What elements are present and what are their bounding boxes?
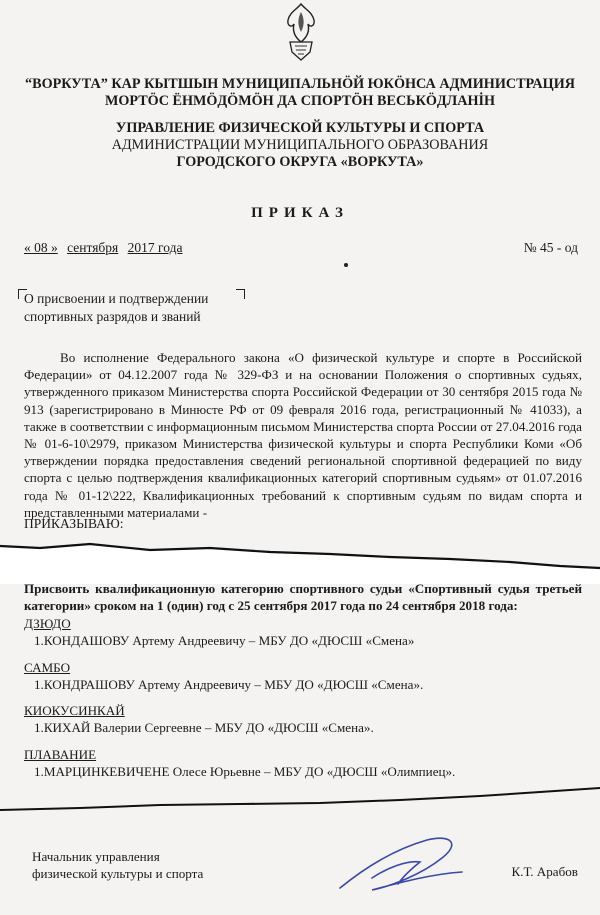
sport-section-swimming <box>24 746 584 780</box>
sport-name: ПЛАВАНИЕ <box>24 747 97 762</box>
sport-section-judo <box>24 615 584 649</box>
header-komi-line-2: МОРТÖС ЁНМÖДÖМÖН ДА СПОРТÖН ВЕСЬКÖДЛАНİН <box>104 93 496 109</box>
header-ru-line-3: ГОРОДСКОГО ОКРУГА «ВОРКУТА» <box>176 154 424 170</box>
document-title: ПРИКАЗ <box>251 205 349 221</box>
header-komi-line-1: “ВОРКУТА” КАР КЫТШЫН МУНИЦИПАЛЬНÖЙ ЮКÖНСА АДМИНИСТРАЦИЯ <box>25 76 575 92</box>
assignment-text: Присвоить квалификационную категорию спортивного судьи «Спортивный судья третьей категории» сроком на 1 (один) год с 25 сентября 2017 года по 24 сентября 2018 года: <box>24 581 582 613</box>
order-number: № 45 - од <box>523 240 578 255</box>
header-ru-line-1: УПРАВЛЕНИЕ ФИЗИЧЕСКОЙ КУЛЬТУРЫ И СПОРТА <box>115 120 485 136</box>
header-ru-line-2: АДМИНИСТРАЦИИ МУНИЦИПАЛЬНОГО ОБРАЗОВАНИЯ <box>111 137 489 153</box>
order-date <box>24 240 188 256</box>
date-day: « 08 » <box>24 240 58 255</box>
sport-name: САМБО <box>24 660 71 675</box>
preamble-paragraph: Во исполнение Федерального закона «О физической культуре и спорте в Российской Федерации» от 04.12.2007 года № 329-ФЗ и на основании Положения о спортивных судьях, утвержденного приказом Министерства спорта Российской Федерации от 30 сентября 2015 года № 913 (зарегистрировано в Минюсте РФ от 09 февраля 2016 года, регистрационный № 41033), а также в соответствии с информационным письмом Министерства спорта России от 27.04.2016 года № 01-6-10\2979, приказом Министерства физической культуры и спорта Республики Коми «Об утверждении порядка предоставления сведений региональной спортивной федерацией по виду спорта с целью подтверждения квалификационных категорий спортивным судьям» от 01.07.2016 года № 01-12\222, Квалификационных требований к спортивным судьям по видам спорта и представленными материалами - <box>24 350 582 520</box>
sport-section-sambo <box>24 659 584 693</box>
position-line-2: физической культуры и спорта <box>32 866 204 881</box>
date-month: сентября <box>67 240 119 255</box>
sport-item: 1.МАРЦИНКЕВИЧЕНЕ Олесе Юрьевне – МБУ ДО «ДЮСШ «Олимпиец». <box>34 764 456 779</box>
torn-edge-top <box>0 524 600 584</box>
position-line-1: Начальник управления <box>32 849 160 864</box>
ink-dot <box>344 263 348 267</box>
signatory-name: К.Т. Арабов <box>511 864 578 879</box>
torn-edge-bottom <box>0 780 600 830</box>
sport-item: 1.КОНДАШОВУ Артему Андреевичу – МБУ ДО «ДЮСШ «Смена» <box>34 633 415 648</box>
handwritten-signature <box>332 830 482 905</box>
coat-of-arms-emblem <box>284 2 318 64</box>
subject-line-2: спортивных разрядов и званий <box>24 309 201 324</box>
sport-section-kyokushinkai <box>24 702 584 736</box>
subject-line-1: О присвоении и подтверждении <box>24 291 209 306</box>
order-word: ПРИКАЗЫВАЮ: <box>24 516 124 531</box>
sport-name: ДЗЮДО <box>24 616 71 631</box>
signatory-position <box>32 848 203 882</box>
order-subject <box>24 290 252 326</box>
sport-item: 1.КИХАЙ Валерии Сергеевне – МБУ ДО «ДЮСШ «Смена». <box>34 720 374 735</box>
sport-name: КИОКУСИНКАЙ <box>24 703 125 718</box>
sport-item: 1.КОНДРАШОВУ Артему Андреевичу – МБУ ДО «ДЮСШ «Смена». <box>34 677 424 692</box>
date-year: 2017 года <box>127 240 183 255</box>
